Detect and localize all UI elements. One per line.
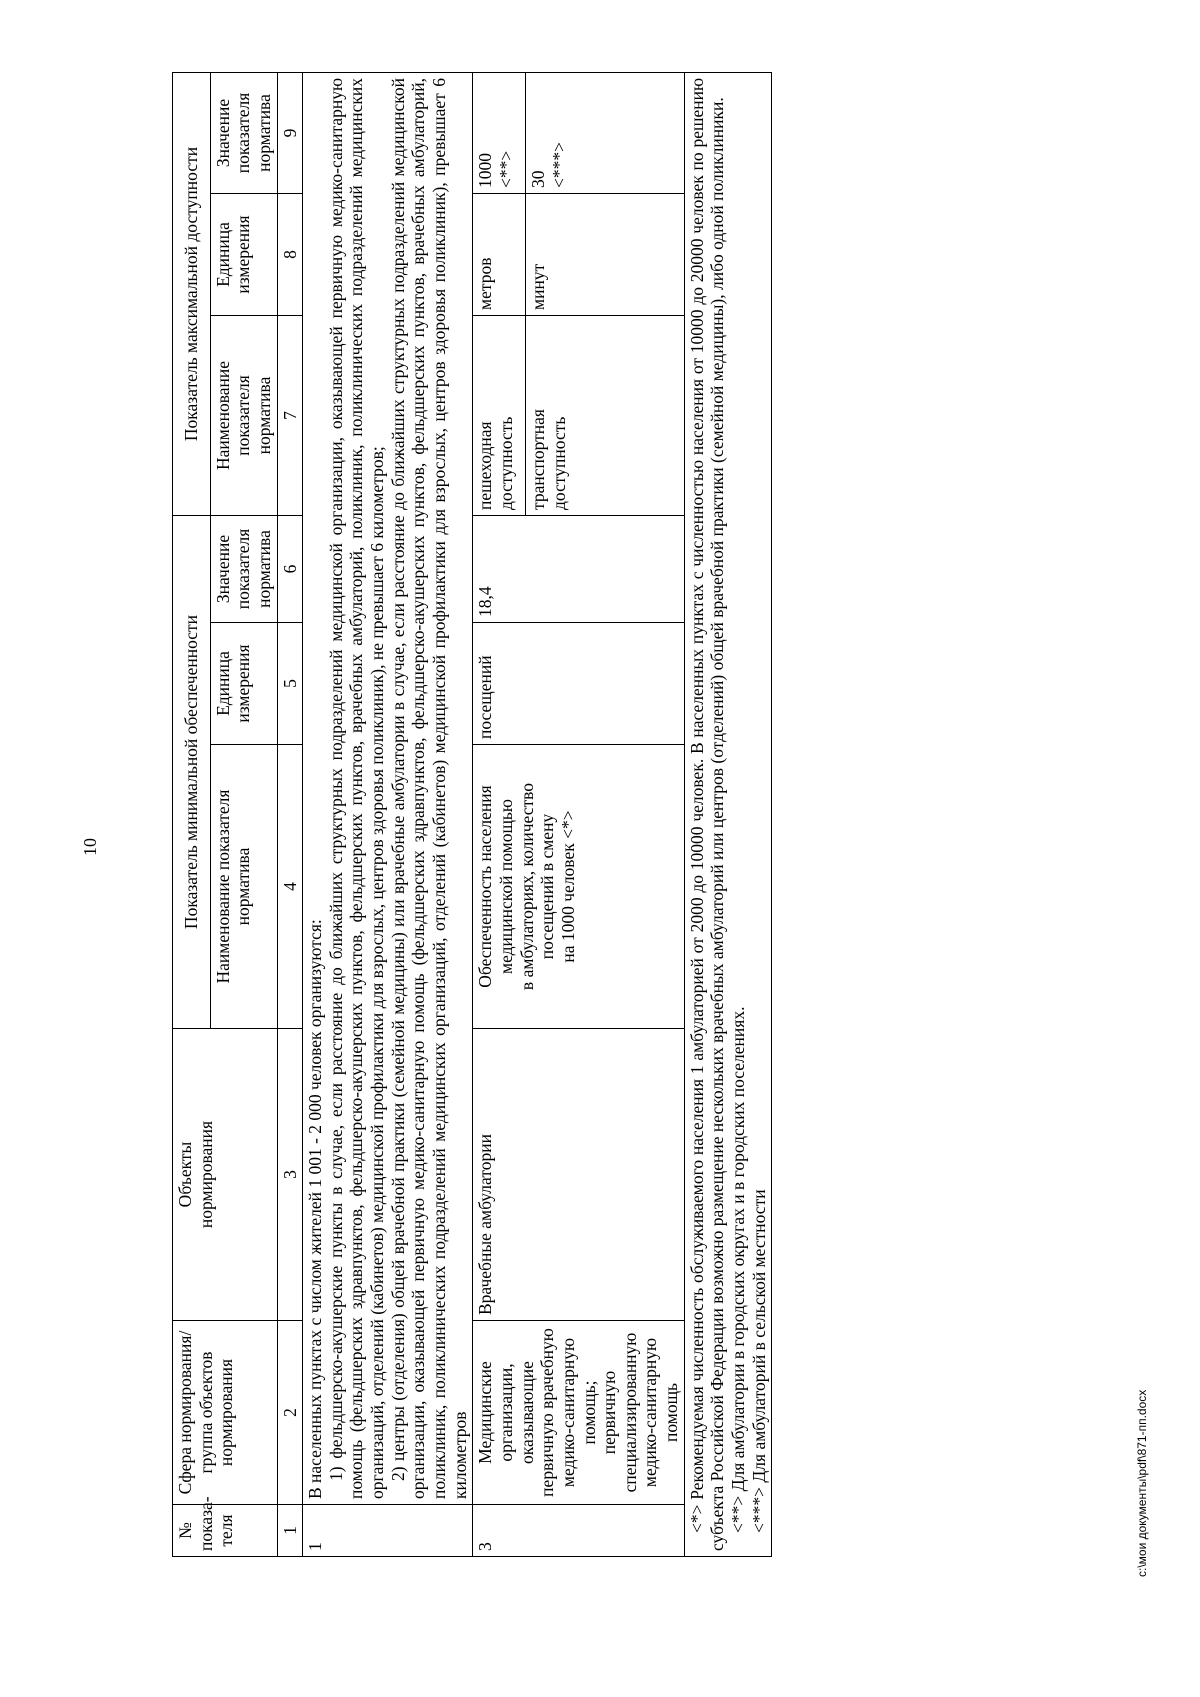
header-min-name: Наименование показателя норматива <box>210 745 277 1029</box>
row3-object: Врачебные амбулатории <box>473 1029 684 1321</box>
column-number: 9 <box>277 72 303 193</box>
column-number: 6 <box>277 516 303 623</box>
column-numbers-row <box>277 72 303 1556</box>
column-number: 5 <box>277 623 303 745</box>
max-unit-transport: минут <box>528 263 549 310</box>
table-row-3 <box>473 72 684 1556</box>
note: <*> Рекомендуемая численность обслуживаемого населения 1 амбулаторией от 2000 до 10000 человек. В населенных пунктах с численностью населения от 10000 до 20000 человек по решению субъекта Российской Федерации возможно размещение нескольких врачебных амбулаторий или центров (отделений) общей врачебной практики (семейной медицины), либо одной поликлиники. <box>686 77 728 1551</box>
row3-min-name: Обеспеченность населения медицинской помощью в амбулаториях, количество посещений в смену на 1000 человек <*> <box>473 745 684 1029</box>
footer-file-path: c:\мои документы\pdf\871-пп.docx <box>1135 1389 1149 1577</box>
header-max-unit: Единица измерения <box>210 194 277 316</box>
header-group-min: Показатель минимальной обеспеченности <box>173 516 211 1029</box>
max-value-transport: 30 <***> <box>528 142 569 188</box>
row3-min-unit: посещений <box>473 623 684 745</box>
header-row-1 <box>173 72 211 1556</box>
row-number: 3 <box>473 1505 684 1557</box>
row3-max-value <box>473 72 684 193</box>
row3-min-value: 18,4 <box>473 516 684 623</box>
column-number: 4 <box>277 745 303 1029</box>
max-value-walking: 1000 <**> <box>473 73 526 193</box>
column-number: 2 <box>277 1321 303 1505</box>
norms-table <box>172 72 772 1557</box>
header-min-value: Значение показателя норматива <box>210 516 277 623</box>
header-col-number: № показа- теля <box>173 1505 278 1557</box>
note: <**> Для амбулатории в городских округах и в городских поселениях. <box>728 1006 749 1533</box>
notes-cell <box>684 72 772 1556</box>
row1-text <box>303 72 473 1504</box>
column-number: 1 <box>277 1505 303 1557</box>
header-max-value: Значение показателя норматива <box>210 72 277 193</box>
note: <***> Для амбулаторий в сельской местности <box>748 1189 769 1533</box>
header-min-unit: Единица измерения <box>210 623 277 745</box>
row3-sphere: Медицинские организации, оказывающие первичную врачебную медико-санитарную помощь; первичную специализированную медико-санитарную помощь <box>473 1321 684 1505</box>
max-unit-walking: метров <box>473 194 526 315</box>
row1-paragraph: 1) фельдшерско-акушерские пункты в случае, если расстояние до ближайших структурных подразделений медицинской организации, оказывающей первичную медико-санитарную помощь (фельдшерских здравпунктов, фельдшерско-акушерских пунктов, фельдшерских пунктов, врачебных амбулаторий, поликлиник, поликлинических подразделений медицинских организаций, отделений (кабинетов) медицинской профилактики для взрослых, центров здоровья поликлиник), не превышает 6 километров; <box>325 77 388 1499</box>
table-row-1 <box>303 72 473 1556</box>
column-number: 3 <box>277 1029 303 1321</box>
row1-paragraph: 2) центры (отделения) общей врачебной практики (семейной медицины) или врачебные амбулатории в случае, если расстояние до ближайших структурных подразделений медицинской организации, оказывающей первичную медико-санитарную помощь (фельдшерских здравпунктов, фельдшерско-акушерских пунктов, фельдшерских пунктов, врачебных амбулаторий, поликлиник, поликлинических подразделений медицинских организаций, отделений (кабинетов) медицинской профилактики для взрослых, центров здоровья поликлиник), превышает 6 километров <box>387 77 470 1499</box>
header-col-sphere: Сфера нормирования/ группа объектов нормирования <box>173 1321 278 1505</box>
max-name-walking: пешеходная доступность <box>473 316 526 515</box>
row3-max-name <box>473 316 684 516</box>
header-col-objects: Объекты нормирования <box>173 1029 278 1321</box>
row1-paragraph: В населенных пунктах с числом жителей 1 001 - 2 000 человек организуются: <box>305 919 326 1499</box>
row-number: 1 <box>303 1505 473 1557</box>
page-number: 10 <box>80 838 100 856</box>
header-max-name: Наименование показателя норматива <box>210 316 277 516</box>
row3-max-unit <box>473 194 684 316</box>
notes-row <box>684 72 772 1556</box>
column-number: 7 <box>277 316 303 516</box>
column-number: 8 <box>277 194 303 316</box>
max-name-transport: транспортная доступность <box>528 409 569 510</box>
header-group-max: Показатель максимальной доступности <box>173 72 211 515</box>
